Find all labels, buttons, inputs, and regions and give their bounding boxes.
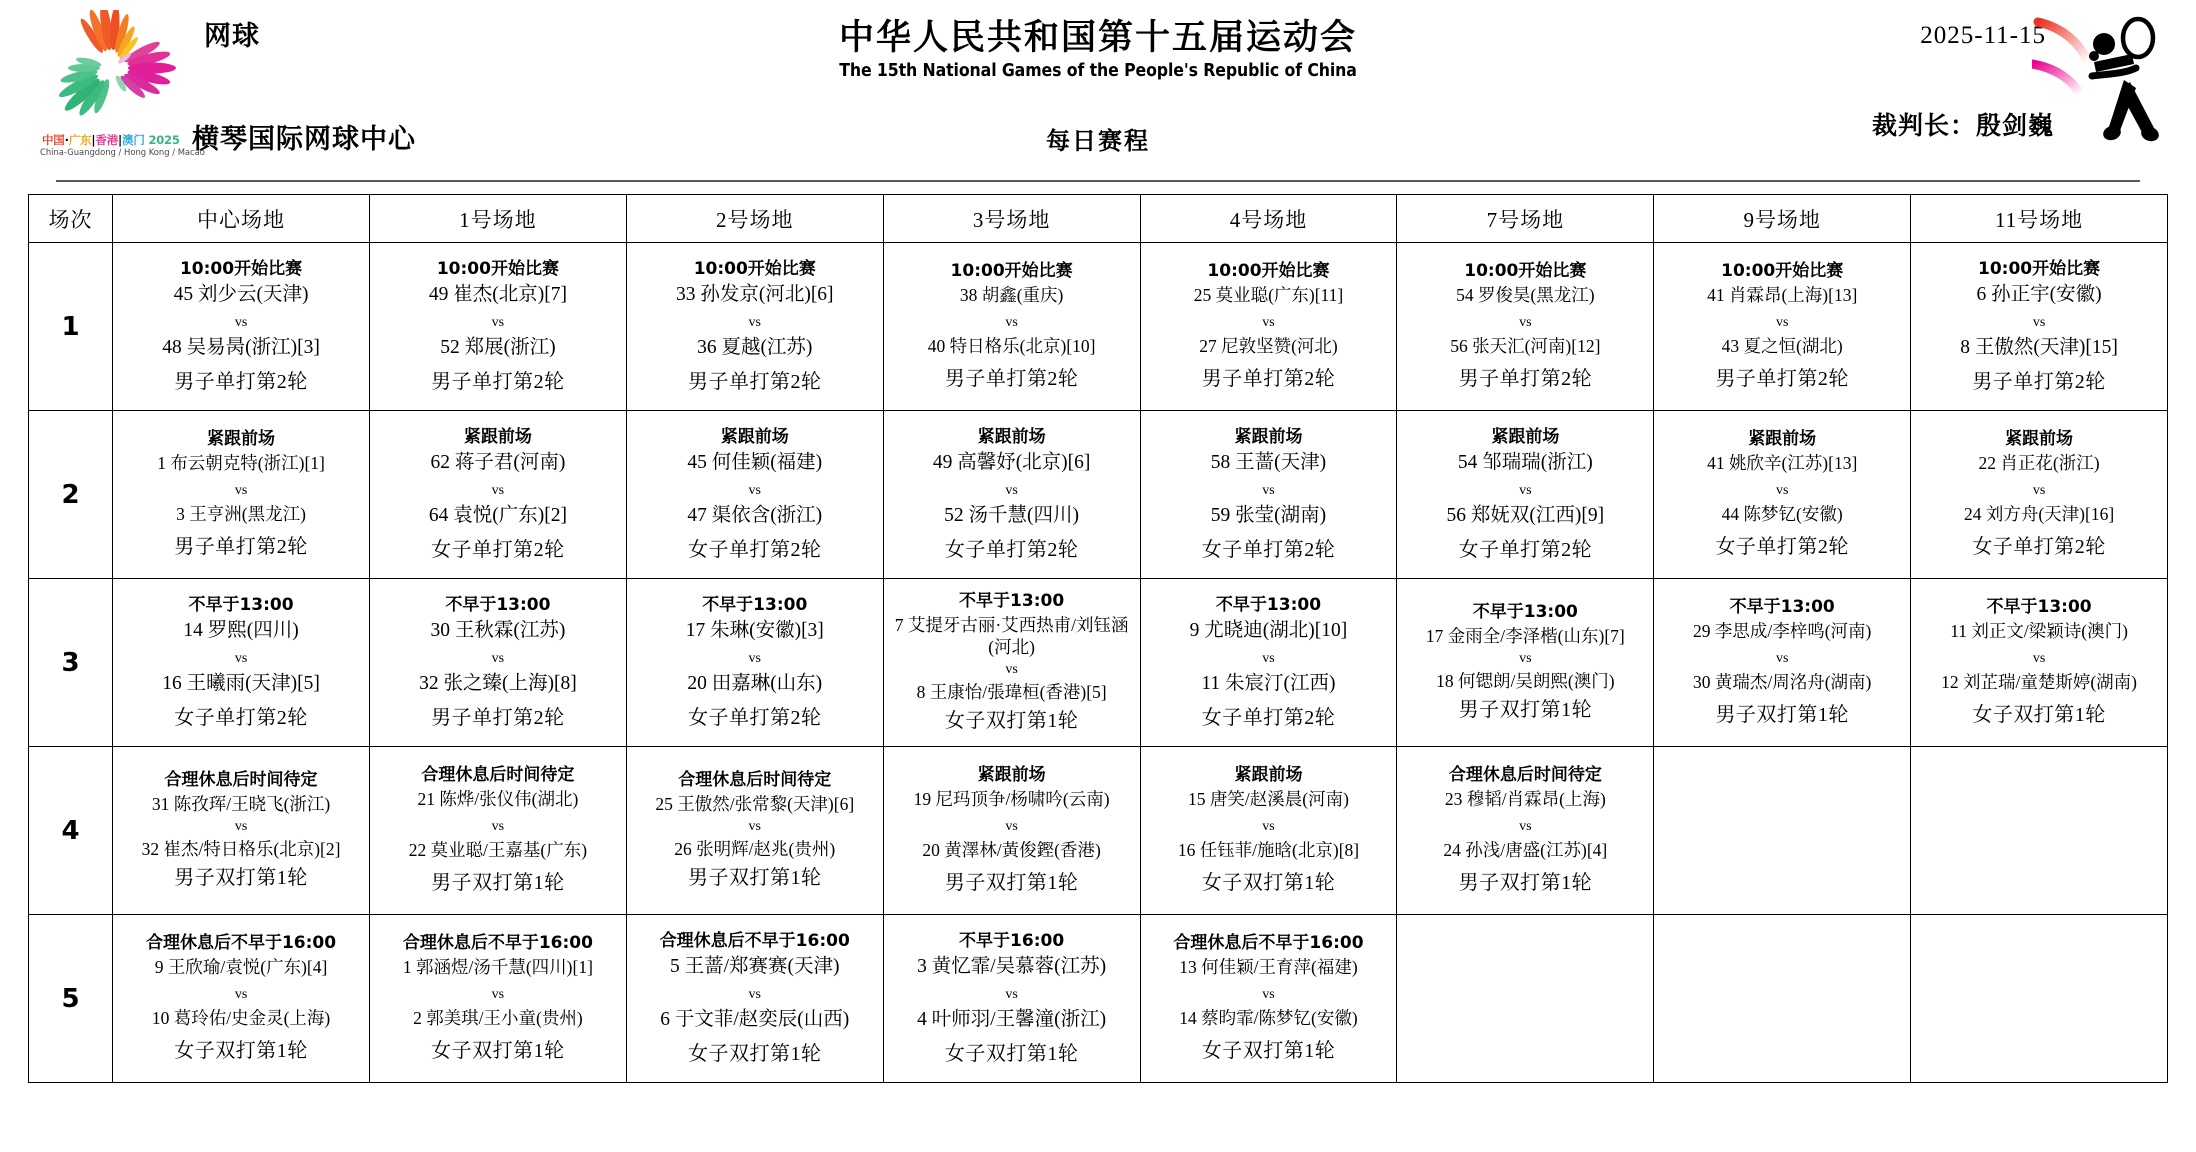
event-round-label: 女子单打第2轮 (431, 538, 565, 561)
event-round-label: 女子单打第2轮 (1201, 538, 1336, 561)
page-header (28, 0, 2168, 182)
player-entry-top: 33 孙发京(河北)[6] (675, 283, 834, 305)
event-round-label: 女子单打第2轮 (688, 538, 822, 561)
header-left-text (188, 8, 416, 156)
vs-label: vs (491, 819, 505, 835)
event-round-label: 女子单打第2轮 (1201, 706, 1336, 729)
player-entry-top: 21 陈烨/张仪伟(湖北) (417, 789, 579, 810)
logo-year: 2025 (148, 133, 180, 147)
match-time: 合理休息后不早于16:00 (402, 933, 593, 954)
match-cell[interactable] (1654, 243, 1911, 411)
match-time: 紧跟前场 (207, 429, 276, 450)
court-header-4: 4号场地 (1140, 195, 1397, 243)
session-number: 5 (29, 915, 113, 1083)
event-round-label: 女子双打第1轮 (944, 1042, 1079, 1065)
event-round-label: 男子单打第2轮 (1715, 368, 1849, 391)
header-divider (56, 180, 2140, 182)
player-entry-top: 22 肖正花(浙江) (1978, 453, 2100, 474)
event-round-label: 男子双打第1轮 (944, 872, 1079, 895)
player-entry-bottom: 22 莫业聪/王嘉基(广东) (408, 839, 588, 860)
match-cell-empty (1911, 915, 2168, 1083)
vs-label: vs (491, 987, 505, 1003)
match-time: 合理休息后时间待定 (164, 770, 318, 791)
player-entry-bottom: 52 郑展(浙江) (440, 336, 556, 358)
games-title-en: The 15th National Games of the People's Republic of China (839, 61, 1357, 82)
match-cell[interactable] (883, 411, 1140, 579)
player-entry-top: 9 尤晓迪(湖北)[10] (1189, 619, 1348, 641)
match-time: 不早于13:00 (1215, 594, 1322, 615)
player-entry-bottom: 56 郑妩双(江西)[9] (1446, 504, 1605, 526)
match-time: 紧跟前场 (1234, 426, 1303, 447)
match-cell[interactable] (113, 579, 370, 747)
venue-name: 横琴国际网球中心 (192, 124, 416, 155)
player-entry-bottom: 6 于文菲/赵奕辰(山西) (660, 1008, 850, 1030)
vs-label: vs (1262, 819, 1275, 835)
player-entry-bottom: 36 夏越(江苏) (697, 336, 813, 358)
player-entry-bottom: 14 蔡昀霏/陈梦钇(安徽) (1179, 1007, 1358, 1028)
match-cell[interactable] (1911, 411, 2168, 579)
match-cell[interactable] (883, 747, 1140, 915)
vs-label: vs (1775, 315, 1789, 331)
session-number: 1 (29, 243, 113, 411)
session-column-header: 场次 (29, 195, 113, 243)
event-round-label: 女子单打第2轮 (688, 706, 822, 729)
match-cell[interactable] (883, 579, 1140, 747)
event-round-label: 女子双打第1轮 (1972, 704, 2106, 727)
match-cell[interactable] (369, 915, 626, 1083)
player-entry-top: 45 何佳颖(福建) (687, 451, 823, 473)
vs-label: vs (2032, 651, 2046, 667)
match-time: 紧跟前场 (720, 426, 789, 447)
match-time: 不早于13:00 (959, 591, 1065, 612)
event-round-label: 女子双打第1轮 (174, 1040, 308, 1063)
event-round-label: 女子双打第1轮 (431, 1040, 565, 1063)
match-cell[interactable] (369, 747, 626, 915)
vs-label: vs (491, 651, 505, 667)
court-header-1: 1号场地 (369, 195, 626, 243)
player-entry-top: 1 布云朝克特(浙江)[1] (157, 453, 325, 474)
vs-label: vs (234, 483, 248, 499)
vs-label: vs (2032, 483, 2046, 499)
vs-label: vs (491, 315, 505, 331)
player-entry-bottom: 30 黄瑞杰/周洺舟(湖南) (1692, 671, 1872, 692)
match-time: 10:00开始比赛 (1721, 261, 1844, 282)
player-entry-bottom: 8 王傲然(天津)[15] (1960, 336, 2118, 358)
event-round-label: 男子单打第2轮 (944, 368, 1079, 391)
player-entry-bottom: 8 王康怡/張瑋桓(香港)[5] (916, 681, 1107, 702)
court-header-5: 7号场地 (1397, 195, 1654, 243)
player-entry-top: 54 邹瑞瑞(浙江) (1457, 451, 1593, 473)
player-entry-bottom: 32 崔杰/特日格乐(北京)[2] (141, 838, 341, 859)
match-time: 10:00开始比赛 (1978, 258, 2101, 279)
player-entry-bottom: 11 朱宸汀(江西) (1201, 672, 1336, 694)
event-round-label: 男子单打第2轮 (688, 370, 822, 393)
match-time: 不早于13:00 (1986, 597, 2092, 618)
match-cell[interactable] (1140, 579, 1397, 747)
match-time: 不早于13:00 (702, 594, 808, 615)
vs-label: vs (748, 819, 761, 835)
match-cell[interactable] (626, 915, 883, 1083)
vs-label: vs (234, 819, 248, 835)
match-cell[interactable] (626, 579, 883, 747)
match-time: 10:00开始比赛 (179, 258, 303, 279)
logo-caption-en: China-Guangdong / Hong Kong / Macao (40, 147, 205, 157)
table-row (29, 915, 2168, 1083)
logo-caption-cn: 中国·广东|香港|澳门 2025 (42, 133, 180, 147)
table-row (29, 411, 2168, 579)
match-time: 紧跟前场 (463, 426, 532, 447)
vs-label: vs (748, 651, 761, 667)
player-entry-bottom: 12 刘芷瑞/童楚斯婷(湖南) (1941, 671, 2138, 692)
player-entry-top: 41 姚欣辛(江苏)[13] (1707, 453, 1858, 474)
player-entry-top: 54 罗俊昊(黑龙江) (1456, 285, 1595, 306)
vs-label: vs (1005, 483, 1018, 499)
match-time: 不早于13:00 (1472, 602, 1578, 623)
referee-name: 裁判长：殷剑巍 (1871, 111, 2054, 140)
match-cell[interactable] (1397, 243, 1654, 411)
player-entry-bottom: 32 张之臻(上海)[8] (419, 672, 577, 694)
player-entry-top: 1 郭涵煜/汤千慧(四川)[1] (402, 957, 593, 978)
match-time: 合理休息后时间待定 (1448, 765, 1602, 786)
player-entry-top: 25 王傲然/张常黎(天津)[6] (655, 794, 855, 815)
event-round-label: 女子单打第2轮 (174, 706, 308, 729)
court-header-7: 11号场地 (1911, 195, 2168, 243)
match-time: 不早于16:00 (959, 930, 1065, 951)
event-round-label: 男子单打第2轮 (1972, 370, 2106, 393)
player-entry-bottom: 16 王曦雨(天津)[5] (162, 672, 320, 694)
event-round-label: 男子双打第1轮 (431, 872, 565, 895)
match-time: 紧跟前场 (1234, 765, 1303, 786)
player-entry-top: 58 王蔷(天津) (1210, 451, 1327, 473)
player-entry-bottom: 26 张明辉/赵兆(贵州) (674, 838, 836, 859)
player-entry-bottom: 24 刘方舟(天津)[16] (1963, 503, 2115, 524)
vs-label: vs (2032, 315, 2046, 331)
player-entry-top: 5 王蔷/郑赛赛(天津) (669, 955, 840, 977)
match-time: 紧跟前场 (1491, 426, 1560, 447)
player-entry-bottom: 20 黄澤林/黃俊鏗(香港) (922, 839, 1101, 860)
player-entry-bottom: 59 张莹(湖南) (1210, 504, 1327, 526)
match-cell-empty (1911, 747, 2168, 915)
vs-label: vs (234, 315, 248, 331)
player-entry-bottom: 43 夏之恒(湖北) (1721, 335, 1843, 356)
match-time: 10:00开始比赛 (1464, 261, 1587, 282)
match-time: 10:00开始比赛 (693, 258, 816, 279)
event-round-label: 男子单打第2轮 (431, 706, 565, 729)
vs-label: vs (1005, 315, 1018, 331)
player-entry-bottom: 48 吴易昺(浙江)[3] (162, 336, 320, 358)
player-entry-top: 17 金雨全/李泽楷(山东)[7] (1425, 626, 1625, 647)
match-time: 合理休息后不早于16:00 (659, 930, 850, 951)
match-cell[interactable] (369, 243, 626, 411)
event-round-label: 男子单打第2轮 (174, 370, 308, 393)
player-entry-top: 31 陈孜珲/王晓飞(浙江) (151, 794, 331, 815)
match-time: 合理休息后不早于16:00 (145, 933, 337, 954)
event-round-label: 男子单打第2轮 (174, 536, 308, 559)
match-time: 10:00开始比赛 (436, 258, 559, 279)
match-cell-empty (1397, 915, 1654, 1083)
logo-burst-icon (48, 10, 176, 132)
match-cell[interactable] (1140, 915, 1397, 1083)
header-center (458, 0, 1738, 182)
header-row (29, 195, 2168, 243)
player-entry-top: 49 崔杰(北京)[7] (428, 283, 567, 305)
schedule-date: 2025-11-15 (1920, 22, 2046, 49)
player-entry-top: 19 尼玛顶争/杨啸吟(云南) (913, 789, 1110, 810)
player-entry-bottom: 52 汤千慧(四川) (944, 504, 1080, 526)
event-round-label: 男子双打第1轮 (1458, 872, 1593, 895)
event-round-label: 女子双打第1轮 (944, 710, 1079, 732)
vs-label: vs (1005, 819, 1018, 835)
player-entry-bottom: 44 陈梦钇(安徽) (1721, 503, 1843, 524)
vs-label: vs (491, 483, 505, 499)
sport-name: 网球 (204, 21, 260, 52)
player-entry-top: 17 朱琳(安徽)[3] (685, 619, 824, 641)
player-entry-top: 13 何佳颖/王育萍(福建) (1179, 957, 1358, 978)
event-round-label: 男子双打第1轮 (1715, 704, 1849, 727)
match-cell[interactable] (1397, 747, 1654, 915)
player-entry-bottom: 27 尼敦坚赞(河北) (1199, 335, 1338, 356)
event-round-label: 女子单打第2轮 (944, 538, 1079, 561)
vs-label: vs (234, 651, 248, 667)
match-cell[interactable] (113, 915, 370, 1083)
event-round-label: 男子单打第2轮 (1458, 368, 1593, 391)
header-left (28, 0, 458, 182)
match-time: 紧跟前场 (1748, 429, 1817, 450)
match-cell[interactable] (1911, 579, 2168, 747)
match-time: 合理休息后时间待定 (421, 765, 575, 786)
match-time: 合理休息后不早于16:00 (1173, 933, 1364, 954)
event-round-label: 女子单打第2轮 (1715, 536, 1849, 559)
match-time: 合理休息后时间待定 (678, 770, 832, 791)
match-time: 10:00开始比赛 (1207, 261, 1330, 282)
match-cell[interactable] (1654, 579, 1911, 747)
header-right (1738, 0, 2168, 182)
player-entry-top: 11 刘正文/梁颖诗(澳门) (1950, 621, 2128, 642)
match-time: 不早于13:00 (1729, 597, 1835, 618)
player-entry-top: 41 肖霖昂(上海)[13] (1707, 285, 1858, 306)
event-round-label: 男子双打第1轮 (174, 867, 308, 890)
vs-label: vs (1005, 662, 1018, 678)
match-cell[interactable] (626, 747, 883, 915)
vs-label: vs (1775, 483, 1789, 499)
match-time: 紧跟前场 (977, 426, 1046, 447)
table-row (29, 579, 2168, 747)
match-cell[interactable] (369, 411, 626, 579)
event-round-label: 男子单打第2轮 (431, 370, 565, 393)
player-entry-top: 25 莫业聪(广东)[11] (1193, 285, 1344, 306)
player-entry-bottom: 24 孙浅/唐盛(江苏)[4] (1443, 839, 1608, 860)
match-cell-empty (1654, 747, 1911, 915)
event-round-label: 男子双打第1轮 (1458, 699, 1593, 722)
match-cell[interactable] (1140, 411, 1397, 579)
player-entry-bottom: 16 任钰菲/施晗(北京)[8] (1177, 839, 1360, 860)
match-time: 紧跟前场 (977, 765, 1046, 786)
player-entry-top: 15 唐笑/赵溪晨(河南) (1188, 789, 1349, 810)
table-head (29, 195, 2168, 243)
vs-label: vs (1262, 483, 1275, 499)
vs-label: vs (748, 315, 761, 331)
player-entry-top: 23 穆韬/肖霖昂(上海) (1444, 789, 1606, 810)
match-cell[interactable] (626, 411, 883, 579)
match-time: 不早于13:00 (188, 594, 294, 615)
session-number: 4 (29, 747, 113, 915)
match-cell[interactable] (113, 411, 370, 579)
vs-label: vs (1519, 651, 1532, 667)
table-body (29, 243, 2168, 1083)
match-cell[interactable] (113, 243, 370, 411)
vs-label: vs (1519, 483, 1532, 499)
match-cell[interactable] (1140, 243, 1397, 411)
vs-label: vs (234, 987, 248, 1003)
player-entry-bottom: 3 王亨洲(黑龙江) (176, 503, 306, 524)
court-header-2: 2号场地 (626, 195, 883, 243)
court-header-3: 3号场地 (883, 195, 1140, 243)
player-entry-top: 29 李思成/李梓鸣(河南) (1692, 621, 1872, 642)
match-cell[interactable] (1397, 411, 1654, 579)
player-entry-top: 49 高馨妤(北京)[6] (932, 451, 1091, 473)
vs-label: vs (748, 483, 761, 499)
player-entry-top: 14 罗熙(四川) (183, 619, 299, 641)
event-round-label: 男子单打第2轮 (1201, 368, 1336, 391)
player-entry-top: 62 蒋子君(河南) (430, 451, 566, 473)
court-header-0: 中心场地 (113, 195, 370, 243)
player-entry-bottom: 47 渠依含(浙江) (687, 504, 823, 526)
player-entry-bottom: 10 葛玲佑/史金灵(上海) (151, 1007, 331, 1028)
match-cell[interactable] (1397, 579, 1654, 747)
match-time: 10:00开始比赛 (950, 261, 1073, 282)
schedule-table (28, 194, 2168, 1083)
player-entry-bottom: 40 特日格乐(北京)[10] (927, 335, 1096, 356)
player-entry-bottom: 20 田嘉琳(山东) (687, 672, 823, 694)
games-title-cn: 中华人民共和国第十五届运动会 (838, 18, 1357, 58)
tennis-pictogram-icon (2032, 10, 2174, 160)
vs-label: vs (1519, 819, 1532, 835)
vs-label: vs (1775, 651, 1789, 667)
match-cell[interactable] (626, 243, 883, 411)
session-number: 3 (29, 579, 113, 747)
vs-label: vs (1262, 987, 1275, 1003)
event-round-label: 女子单打第2轮 (1458, 538, 1593, 561)
player-entry-bottom: 64 袁悦(广东)[2] (428, 504, 567, 526)
player-entry-top: 30 王秋霖(江苏) (430, 619, 566, 641)
table-row (29, 747, 2168, 915)
court-header-6: 9号场地 (1654, 195, 1911, 243)
match-cell[interactable] (1140, 747, 1397, 915)
table-row (29, 243, 2168, 411)
event-round-label: 女子双打第1轮 (1201, 872, 1336, 895)
player-entry-bottom: 2 郭美琪/王小童(贵州) (413, 1007, 583, 1028)
match-cell[interactable] (1654, 411, 1911, 579)
player-entry-top: 9 王欣瑜/袁悦(广东)[4] (154, 957, 328, 978)
match-cell[interactable] (1911, 243, 2168, 411)
match-time: 不早于13:00 (445, 594, 551, 615)
event-round-label: 女子双打第1轮 (1201, 1040, 1336, 1063)
player-entry-top: 3 黄忆霏/吴慕蓉(江苏) (917, 955, 1107, 977)
vs-label: vs (1262, 315, 1275, 331)
player-entry-bottom: 56 张天汇(河南)[12] (1450, 335, 1601, 356)
vs-label: vs (748, 987, 761, 1003)
vs-label: vs (1262, 651, 1275, 667)
event-round-label: 女子单打第2轮 (1972, 536, 2106, 559)
vs-label: vs (1005, 987, 1018, 1003)
vs-label: vs (1519, 315, 1532, 331)
player-entry-top: 7 艾提牙古丽·艾西热甫/刘钰涵(河北) (894, 615, 1129, 657)
document-subtitle: 每日赛程 (1046, 127, 1150, 156)
player-entry-top: 38 胡鑫(重庆) (959, 285, 1064, 306)
session-number: 2 (29, 411, 113, 579)
event-round-label: 男子双打第1轮 (688, 867, 822, 890)
match-cell[interactable] (883, 243, 1140, 411)
match-cell[interactable] (883, 915, 1140, 1083)
player-entry-bottom: 18 何锶朗/吴朗熙(澳门) (1436, 670, 1615, 691)
player-entry-top: 45 刘少云(天津) (173, 283, 309, 305)
event-round-label: 女子双打第1轮 (688, 1042, 822, 1065)
games-logo (38, 8, 205, 166)
player-entry-top: 6 孙正宇(安徽) (1976, 283, 2102, 305)
match-cell-empty (1654, 915, 1911, 1083)
match-cell[interactable] (113, 747, 370, 915)
match-time: 紧跟前场 (2005, 429, 2074, 450)
match-cell[interactable] (369, 579, 626, 747)
player-entry-bottom: 4 叶师羽/王馨潼(浙江) (917, 1008, 1107, 1030)
